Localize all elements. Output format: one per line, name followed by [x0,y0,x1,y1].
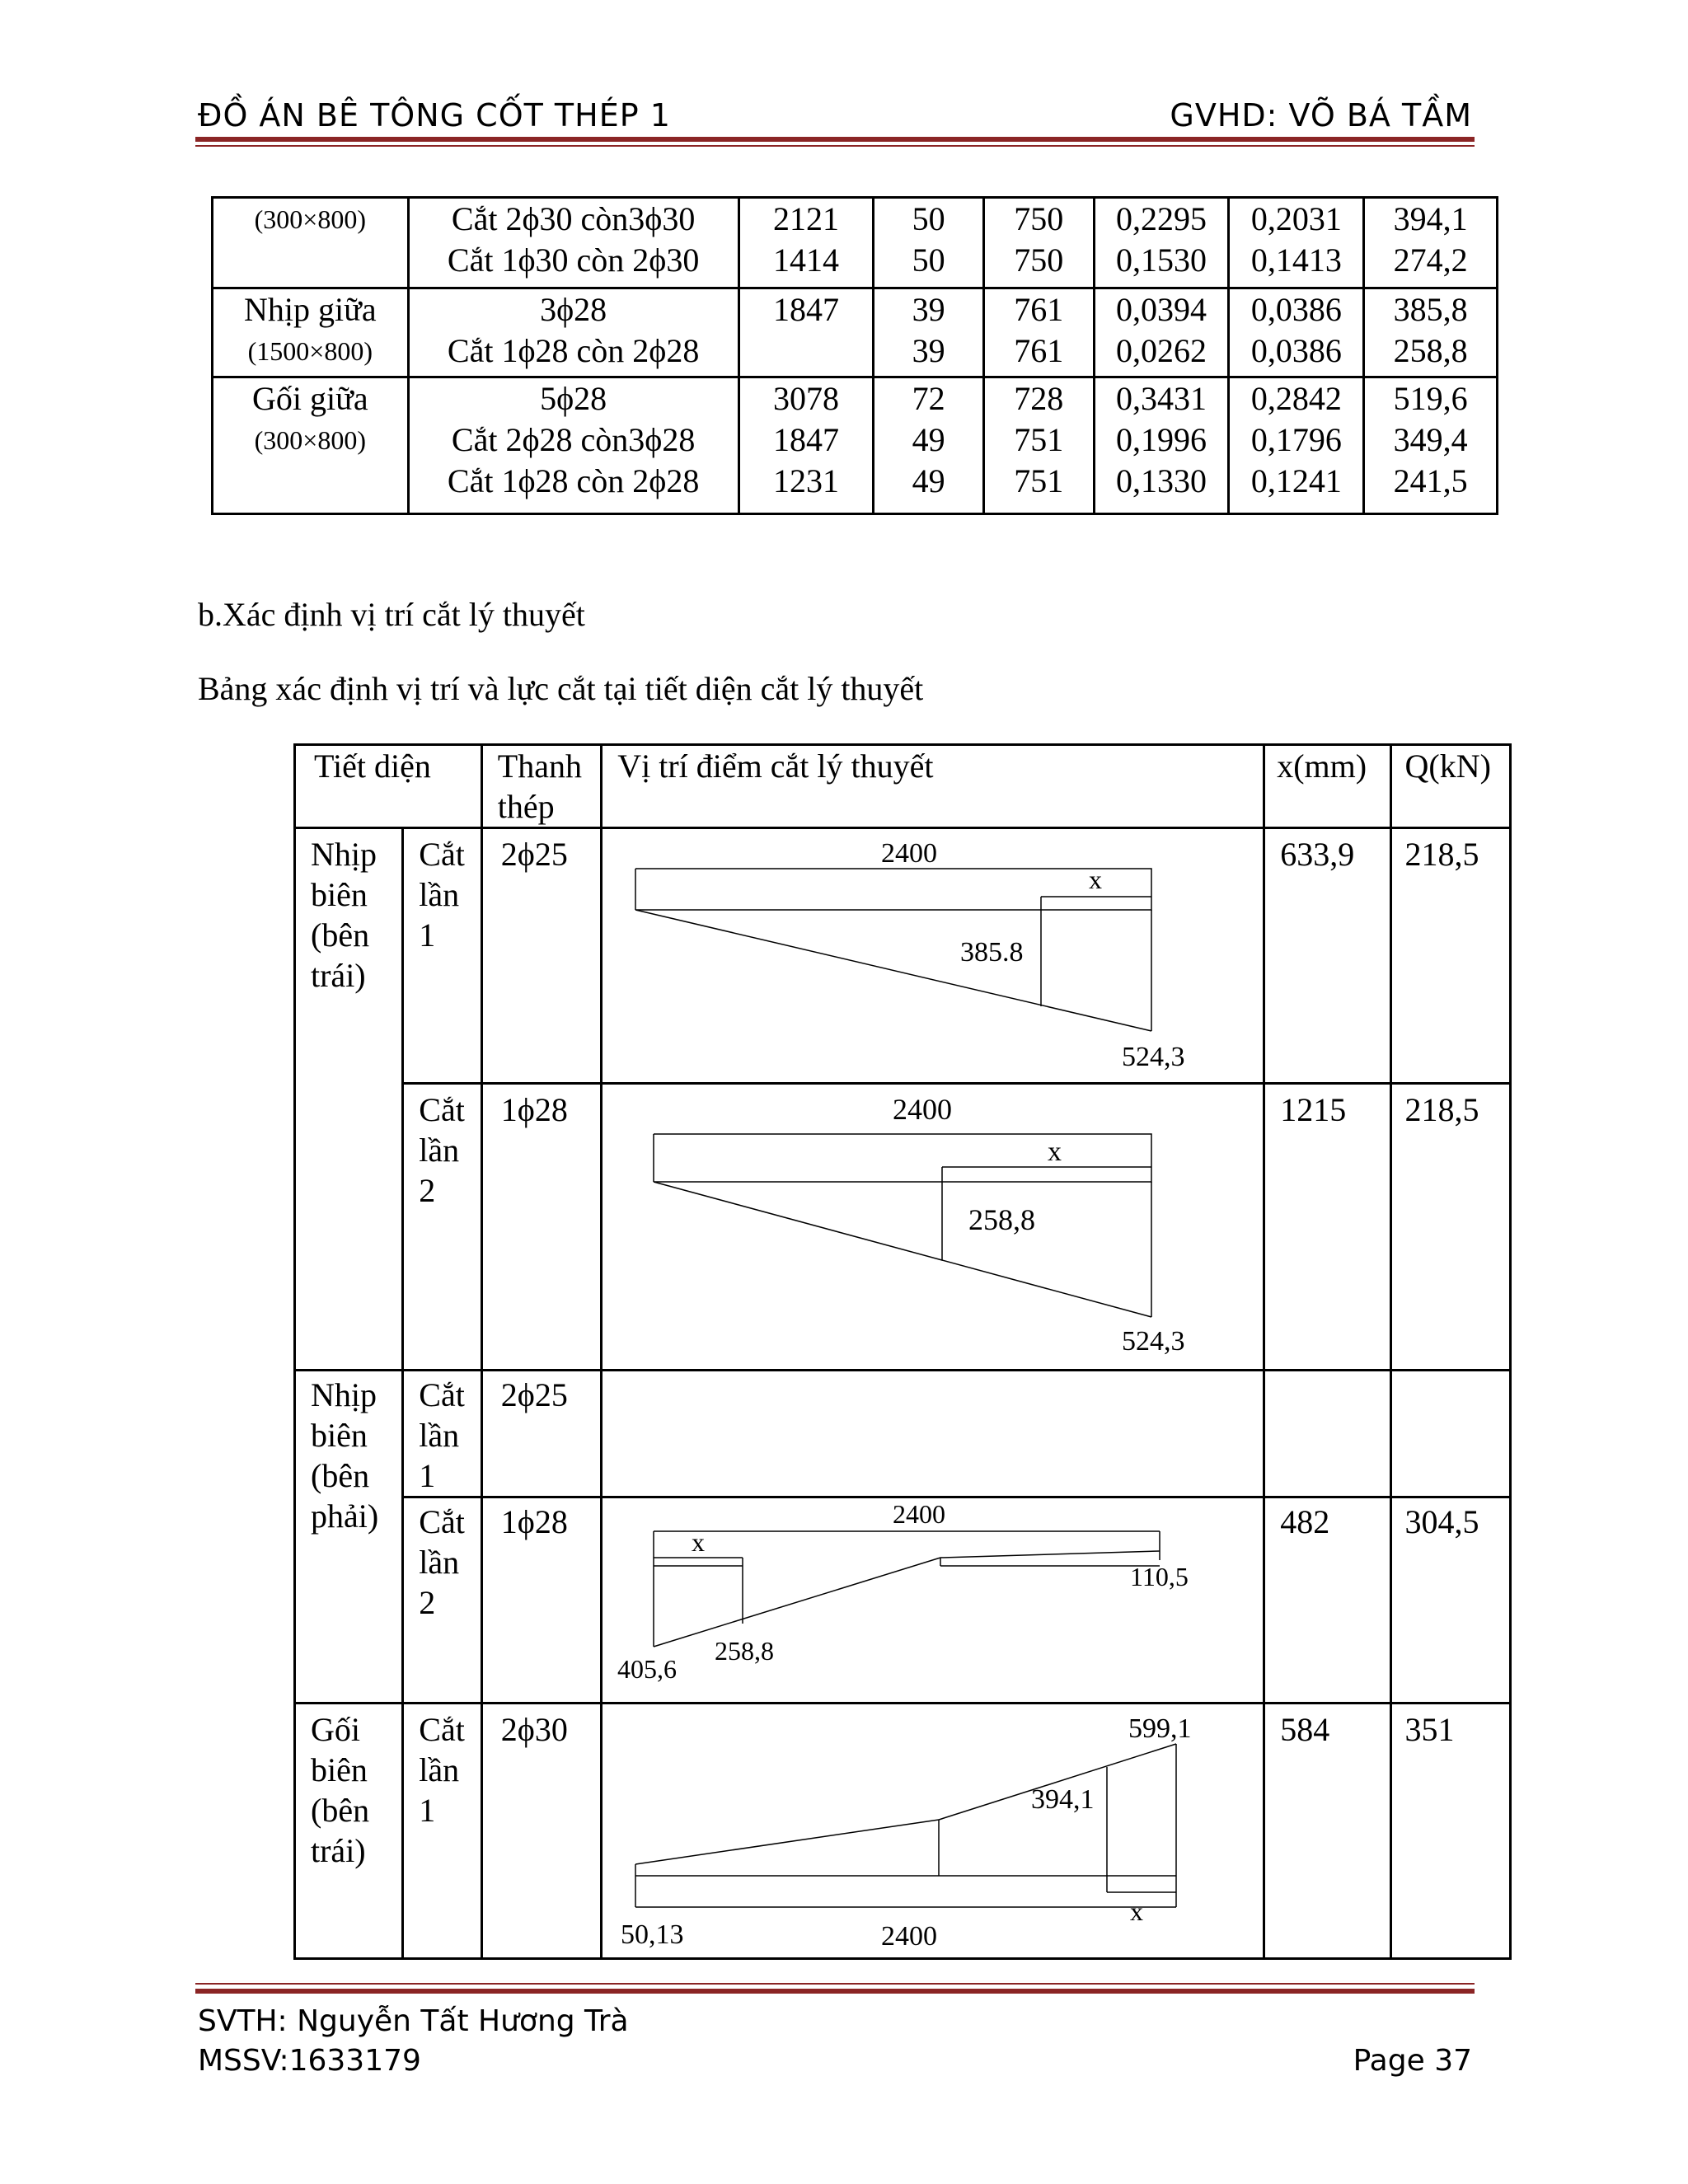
header-position: Vị trí điểm cắt lý thuyết [602,745,1264,828]
x-cell: 633,9 [1264,828,1390,1084]
q-cell: 218,5 [1390,828,1510,1084]
cut-cell: Cắt lần 1 [403,828,482,1084]
section-cell: Nhịp biên (bên trái) [295,828,403,1371]
cut-cell: Cắt lần 1 [403,1704,482,1959]
section-cell: Gối biên (bên trái) [295,1704,403,1959]
cut-cell: Cắt lần 2 [403,1497,482,1704]
table-row [295,1704,1511,1959]
cut-cell: Cắt lần 2 [403,1084,482,1371]
bars-cell: 3ϕ28 Cắt 1ϕ28 còn 2ϕ28 [408,288,738,377]
x-cell: 482 [1264,1497,1390,1704]
section-cell: Gối giữa (300×800) [213,377,409,514]
diagram-label: 385.8 [960,937,1024,968]
diagram-label: 394,1 [1031,1784,1095,1815]
diagram-label: 524,3 [1122,1042,1185,1072]
diagram-label: 599,1 [1128,1713,1192,1744]
diagram-cell [602,1371,1264,1497]
diagram-label: 524,3 [1122,1326,1185,1357]
header-bar: Thanh thép [481,745,601,828]
table-row [295,1497,1511,1704]
footer-rule [195,1989,1475,1994]
x-cell [1264,1371,1390,1497]
diagram-cell [602,1704,1264,1959]
table-row: (300×800) Cắt 2ϕ30 còn3ϕ30 Cắt 1ϕ30 còn 2ϕ30 2121 1414 50 50 750 750 0,2295 0,1530 0,2031 0,1413 394,1 274,2 [213,198,1498,288]
diagram-label: 2400 [893,1499,946,1529]
bar-cell: 2ϕ30 [481,1704,601,1959]
q-cell: 218,5 [1390,1084,1510,1371]
table-row [295,828,1511,1084]
header-q: Q(kN) [1390,745,1510,828]
bar-cell: 2ϕ25 [481,1371,601,1497]
table-row [295,1084,1511,1371]
table-row [295,1371,1511,1497]
diagram-label: 2400 [881,838,938,869]
header-rule [195,137,1475,142]
header-rule-thin [195,145,1475,147]
q-cell: 351 [1390,1704,1510,1959]
bars-cell: Cắt 2ϕ30 còn3ϕ30 Cắt 1ϕ30 còn 2ϕ30 [408,198,738,288]
bars-cell: 5ϕ28 Cắt 2ϕ28 còn3ϕ28 Cắt 1ϕ28 còn 2ϕ28 [408,377,738,514]
section-cell: Nhịp giữa (1500×800) [213,288,409,377]
section-cell: Nhịp biên (bên phải) [295,1371,403,1704]
table-row: Nhịp giữa (1500×800) 3ϕ28 Cắt 1ϕ28 còn 2ϕ28 1847 39 39 761 761 0,0394 0,0262 0,0386 0,0386 385,8 258,8 [213,288,1498,377]
bar-cell: 1ϕ28 [481,1084,601,1371]
x-cell: 1215 [1264,1084,1390,1371]
cut-position-table [293,743,1512,1960]
diagram-label: x [1130,1896,1144,1926]
diagram-label: 258,8 [715,1636,775,1666]
bar-cell: 1ϕ28 [481,1497,601,1704]
diagram-cell [602,1084,1264,1371]
diagram-label: x [692,1527,706,1557]
diagram-label: 2400 [881,1921,938,1948]
diagram-label: 110,5 [1130,1562,1189,1591]
header-title: ĐỒ ÁN BÊ TÔNG CỐT THÉP 1 [198,97,671,134]
diagram-label: 405,6 [617,1654,678,1684]
footer-student: SVTH: Nguyễn Tất Hương Trà [198,2004,629,2038]
q-cell [1390,1371,1510,1497]
cut-cell: Cắt lần 1 [403,1371,482,1497]
footer-student-id: MSSV:1633179 [198,2044,421,2078]
page-number: Page 37 [1353,2044,1472,2078]
footer-rule-thin [195,1983,1475,1985]
q-cell: 304,5 [1390,1497,1510,1704]
section-heading: b.Xác định vị trí cắt lý thuyết [198,596,585,633]
section-cell: (300×800) [213,198,409,288]
diagram-cell [602,828,1264,1084]
header-instructor: GVHD: VÕ BÁ TẦM [1170,97,1472,134]
diagram-cell [602,1497,1264,1704]
shear-diagram-1 [603,829,1262,1073]
table-header-row [295,745,1511,828]
reinforcement-table [211,196,1498,515]
diagram-label: 50,13 [621,1919,684,1948]
header-x: x(mm) [1264,745,1390,828]
table-row: Gối giữa (300×800) 5ϕ28 Cắt 2ϕ28 còn3ϕ28 Cắt 1ϕ28 còn 2ϕ28 3078 1847 1231 72 49 49 728 751 751 0,3431 0,1996 0,1330 0,2842 0,1796 0,1241 519,6 349,4 241,5 [213,377,1498,514]
header-section: Tiết diện [295,745,482,828]
diagram-label: 258,8 [968,1203,1036,1236]
bar-cell: 2ϕ25 [481,828,601,1084]
shear-diagram-2 [603,1085,1262,1360]
table-caption: Bảng xác định vị trí và lực cắt tại tiết diện cắt lý thuyết [198,670,924,707]
diagram-label: x [1089,865,1103,894]
diagram-label: x [1048,1137,1062,1167]
diagram-label: 2400 [893,1093,953,1126]
shear-diagram-3 [603,1498,1262,1693]
x-cell: 584 [1264,1704,1390,1959]
shear-diagram-4 [603,1704,1262,1948]
